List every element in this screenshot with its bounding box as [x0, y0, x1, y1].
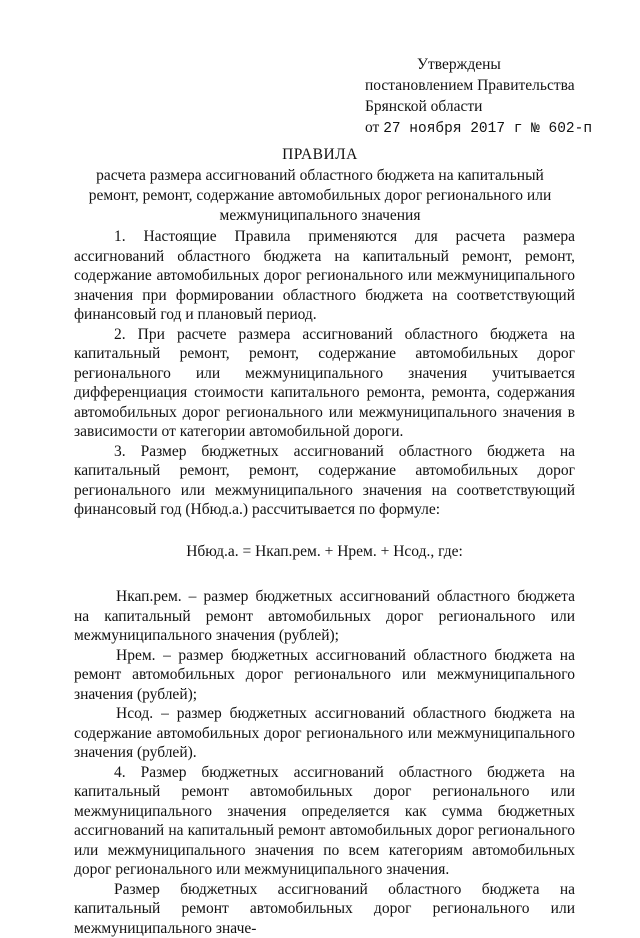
- paragraph-3: 3. Размер бюджетных ассигнований областного бюджета на капитальный ремонт, ремонт, содержание автомобильных дорог регионального или межмуниципального значения на соответствующий финансовый год (Нбюд.а.) рассчитывается по формуле:: [74, 442, 575, 520]
- document-subtitle-line: межмуниципального значения: [60, 206, 580, 226]
- document-subtitle-line: расчета размера ассигнований областного бюджета на капитальный: [60, 166, 580, 186]
- definition-rem: Нрем. – размер бюджетных ассигнований областного бюджета на ремонт автомобильных дорог регионального или межмуниципального значения (рублей);: [74, 646, 575, 705]
- paragraph-5: Размер бюджетных ассигнований областного бюджета на капитальный ремонт автомобильных дорог регионального или межмуниципального значе-: [74, 880, 575, 938]
- approval-line-date: [365, 117, 592, 140]
- approval-stamp-block: [365, 54, 592, 140]
- approval-line-region: Брянской области: [365, 96, 592, 117]
- paragraph-1: 1. Настоящие Правила применяются для расчета размера ассигнований областного бюджета на капитальный ремонт, ремонт, содержание автомобильных дорог регионального или межмуниципального значения при формировании областного бюджета на соответствующий финансовый год и плановый период.: [74, 227, 575, 325]
- definition-sod: Нсод. – размер бюджетных ассигнований областного бюджета на содержание автомобильных дорог регионального или межмуниципального значения (рублей).: [74, 704, 575, 763]
- definition-kap-rem: Нкап.рем. – размер бюджетных ассигнований областного бюджета на капитальный ремонт автомобильных дорог регионального или межмуниципального значения (рублей);: [74, 587, 575, 646]
- document-title-block: [60, 145, 580, 226]
- document-subtitle-line: ремонт, ремонт, содержание автомобильных дорог регионального или: [60, 186, 580, 206]
- approval-date-prefix: от: [365, 119, 383, 136]
- approval-line-approved: Утверждены: [365, 54, 592, 75]
- approval-date-number: 27 ноября 2017 г № 602-п: [383, 121, 592, 137]
- document-body: [74, 227, 575, 938]
- paragraph-2: 2. При расчете размера ассигнований областного бюджета на капитальный ремонт, ремонт, содержание автомобильных дорог регионального или межмуниципального значения учитывается дифференциация стоимости капитального ремонта, ремонта, содержания автомобильных дорог регионального или межмуниципального значения в зависимости от категории автомобильной дороги.: [74, 325, 575, 442]
- approval-line-resolution: постановлением Правительства: [365, 75, 592, 96]
- formula: Нбюд.а. = Нкап.рем. + Нрем. + Нсод., где:: [74, 542, 575, 562]
- paragraph-4: 4. Размер бюджетных ассигнований областного бюджета на капитальный ремонт автомобильных дорог регионального или межмуниципального значения определяется как сумма бюджетных ассигнований на капитальный ремонт автомобильных дорог регионального или межмуниципального значения по всем категориям автомобильных дорог регионального или межмуниципального значения.: [74, 763, 575, 880]
- document-heading: ПРАВИЛА: [60, 145, 580, 165]
